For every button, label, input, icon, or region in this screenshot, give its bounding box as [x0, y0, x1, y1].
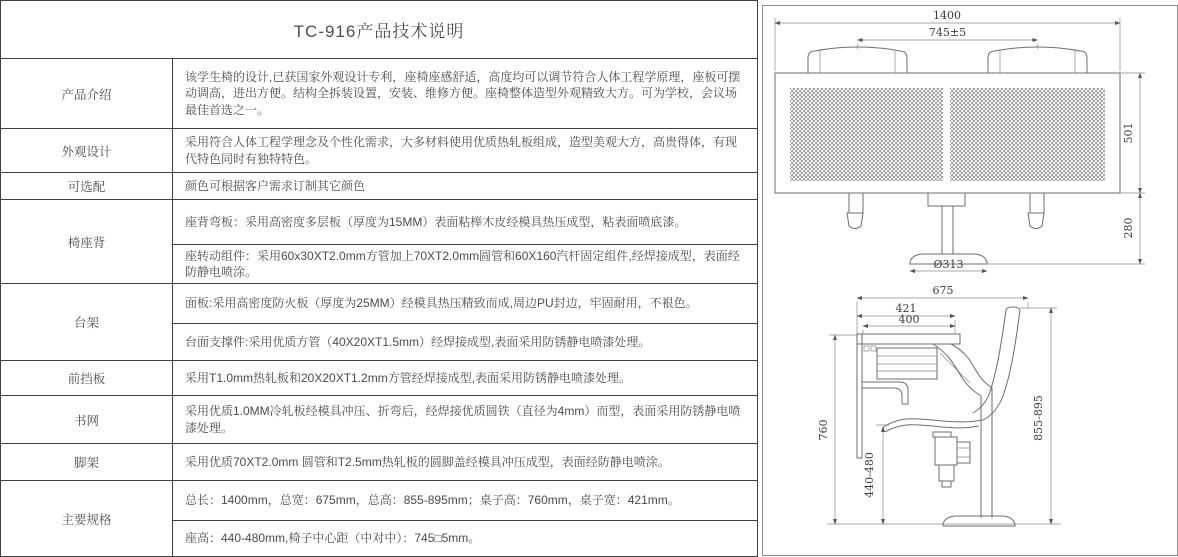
desk-top-side — [857, 334, 960, 344]
row-label-optional: 可选配 — [1, 172, 173, 199]
row-label-foot-frame: 脚架 — [1, 443, 173, 480]
dim-seat-height: 440-480 — [863, 452, 876, 498]
technical-drawing-panel — [762, 5, 1178, 556]
row-label-main-specs: 主要规格 — [1, 480, 173, 556]
cell-desk-panel: 面板:采用高密度防火板（厚度为25MM）经模具热压精致而成,周边PU封边，牢固耐用，不裉色。 — [173, 283, 757, 323]
cell-seat-back-panel: 座背弯板：采用高密度多层板（厚度为15MM）表面粘榉木皮经模具热压成型，粘表面喷底漆。 — [173, 199, 757, 244]
panel-support-tube — [862, 382, 908, 404]
row-label-desk-frame: 台架 — [1, 283, 173, 360]
dim-panel-height: 501 — [1122, 122, 1135, 144]
mesh-right — [950, 88, 1105, 181]
row-label-product-intro: 产品介绍 — [1, 58, 173, 128]
front-panel-side — [857, 334, 862, 458]
center-bracket — [928, 193, 965, 206]
cell-book-net: 采用优质1.0MM冷轧板经模具冲压、折弯后，经焊接优质圆铁（直径为4mm）而型，表面采用防锈静电喷漆处理。 — [173, 395, 757, 443]
dim-desk-depth: 421 — [895, 302, 917, 315]
dim-inner-depth: 400 — [898, 313, 920, 326]
cell-appearance-design: 采用符合人体工程学理念及个性化需求，大多材料使用优质热轧板组成，造型美观大方，高贵得体，有现代特色同时有独特特色。 — [173, 128, 757, 172]
cell-main-specs-2: 座高：440-480mm,椅子中心距（中对中）：745□5mm。 — [173, 520, 757, 556]
row-label-appearance-design: 外观设计 — [1, 128, 173, 172]
dim-total-depth: 675 — [932, 284, 954, 297]
gas-lift — [935, 437, 957, 465]
pedestal-column — [942, 206, 953, 254]
cell-desk-support: 台面支撑件:采用优质方管（40X20XT1.5mm）经焊接成型,表面采用防锈静电喷漆处理。 — [173, 323, 757, 360]
dim-center-distance: 745±5 — [928, 26, 967, 39]
dim-overall-height: 855-895 — [1032, 395, 1045, 441]
dim-desk-height: 760 — [817, 419, 830, 441]
cell-optional: 颜色可根据客户需求订制其它颜色 — [173, 172, 757, 199]
cell-front-baffle: 采用T1.0mm热轧板和20X20XT1.2mm方管经焊接成型,表面采用防锈静电喷漆处理。 — [173, 360, 757, 395]
cell-main-specs-1: 总长：1400mm，总宽：675mm，总高：855-895mm；桌子高：760mm，桌子宽：421mm。 — [173, 480, 757, 520]
row-label-front-baffle: 前挡板 — [1, 360, 173, 395]
chair-column — [981, 402, 992, 518]
cell-seat-rotation: 座转动组件：采用60x30XT2.0mm方管加上70XT2.0mm圆管和60X160汽杆固定组件,经焊接成型，表面经防静电喷涂。 — [173, 244, 757, 283]
seat-back-right — [988, 47, 1087, 73]
chair-back — [973, 307, 1020, 420]
dim-total-width: 1400 — [933, 9, 961, 22]
chair-base — [943, 516, 1015, 526]
chair-seat — [883, 419, 983, 432]
dim-base-diameter: Ø313 — [933, 258, 964, 271]
mesh-left — [790, 88, 943, 181]
right-leg — [1030, 193, 1044, 213]
left-leg — [849, 193, 863, 213]
page-title: TC-916产品技术说明 — [293, 22, 465, 41]
side-view-drawing — [763, 278, 1177, 555]
row-label-seat-back: 椅座背 — [1, 199, 173, 283]
row-label-book-net: 书网 — [1, 395, 173, 443]
seat-back-left — [808, 47, 907, 73]
book-box — [877, 348, 937, 379]
s-support — [933, 344, 992, 406]
dim-under-height: 280 — [1122, 217, 1135, 239]
cell-product-intro: 该学生椅的设计,已获国家外观设计专利，座椅座感舒适，高度均可以调节符合人体工程学原理，座板可摆动调高，进出方便。结构全拆装设置，安装、维修方便。座椅整体造型外观精致大方。可为学校，会议场最佳首选之一。 — [173, 58, 757, 128]
cell-foot-frame: 采用优质70XT2.0mm 圆管和T2.5mm热轧板的圆脚盖经模具冲压成型，表面经防静电喷涂。 — [173, 443, 757, 480]
front-view-drawing — [763, 6, 1177, 278]
